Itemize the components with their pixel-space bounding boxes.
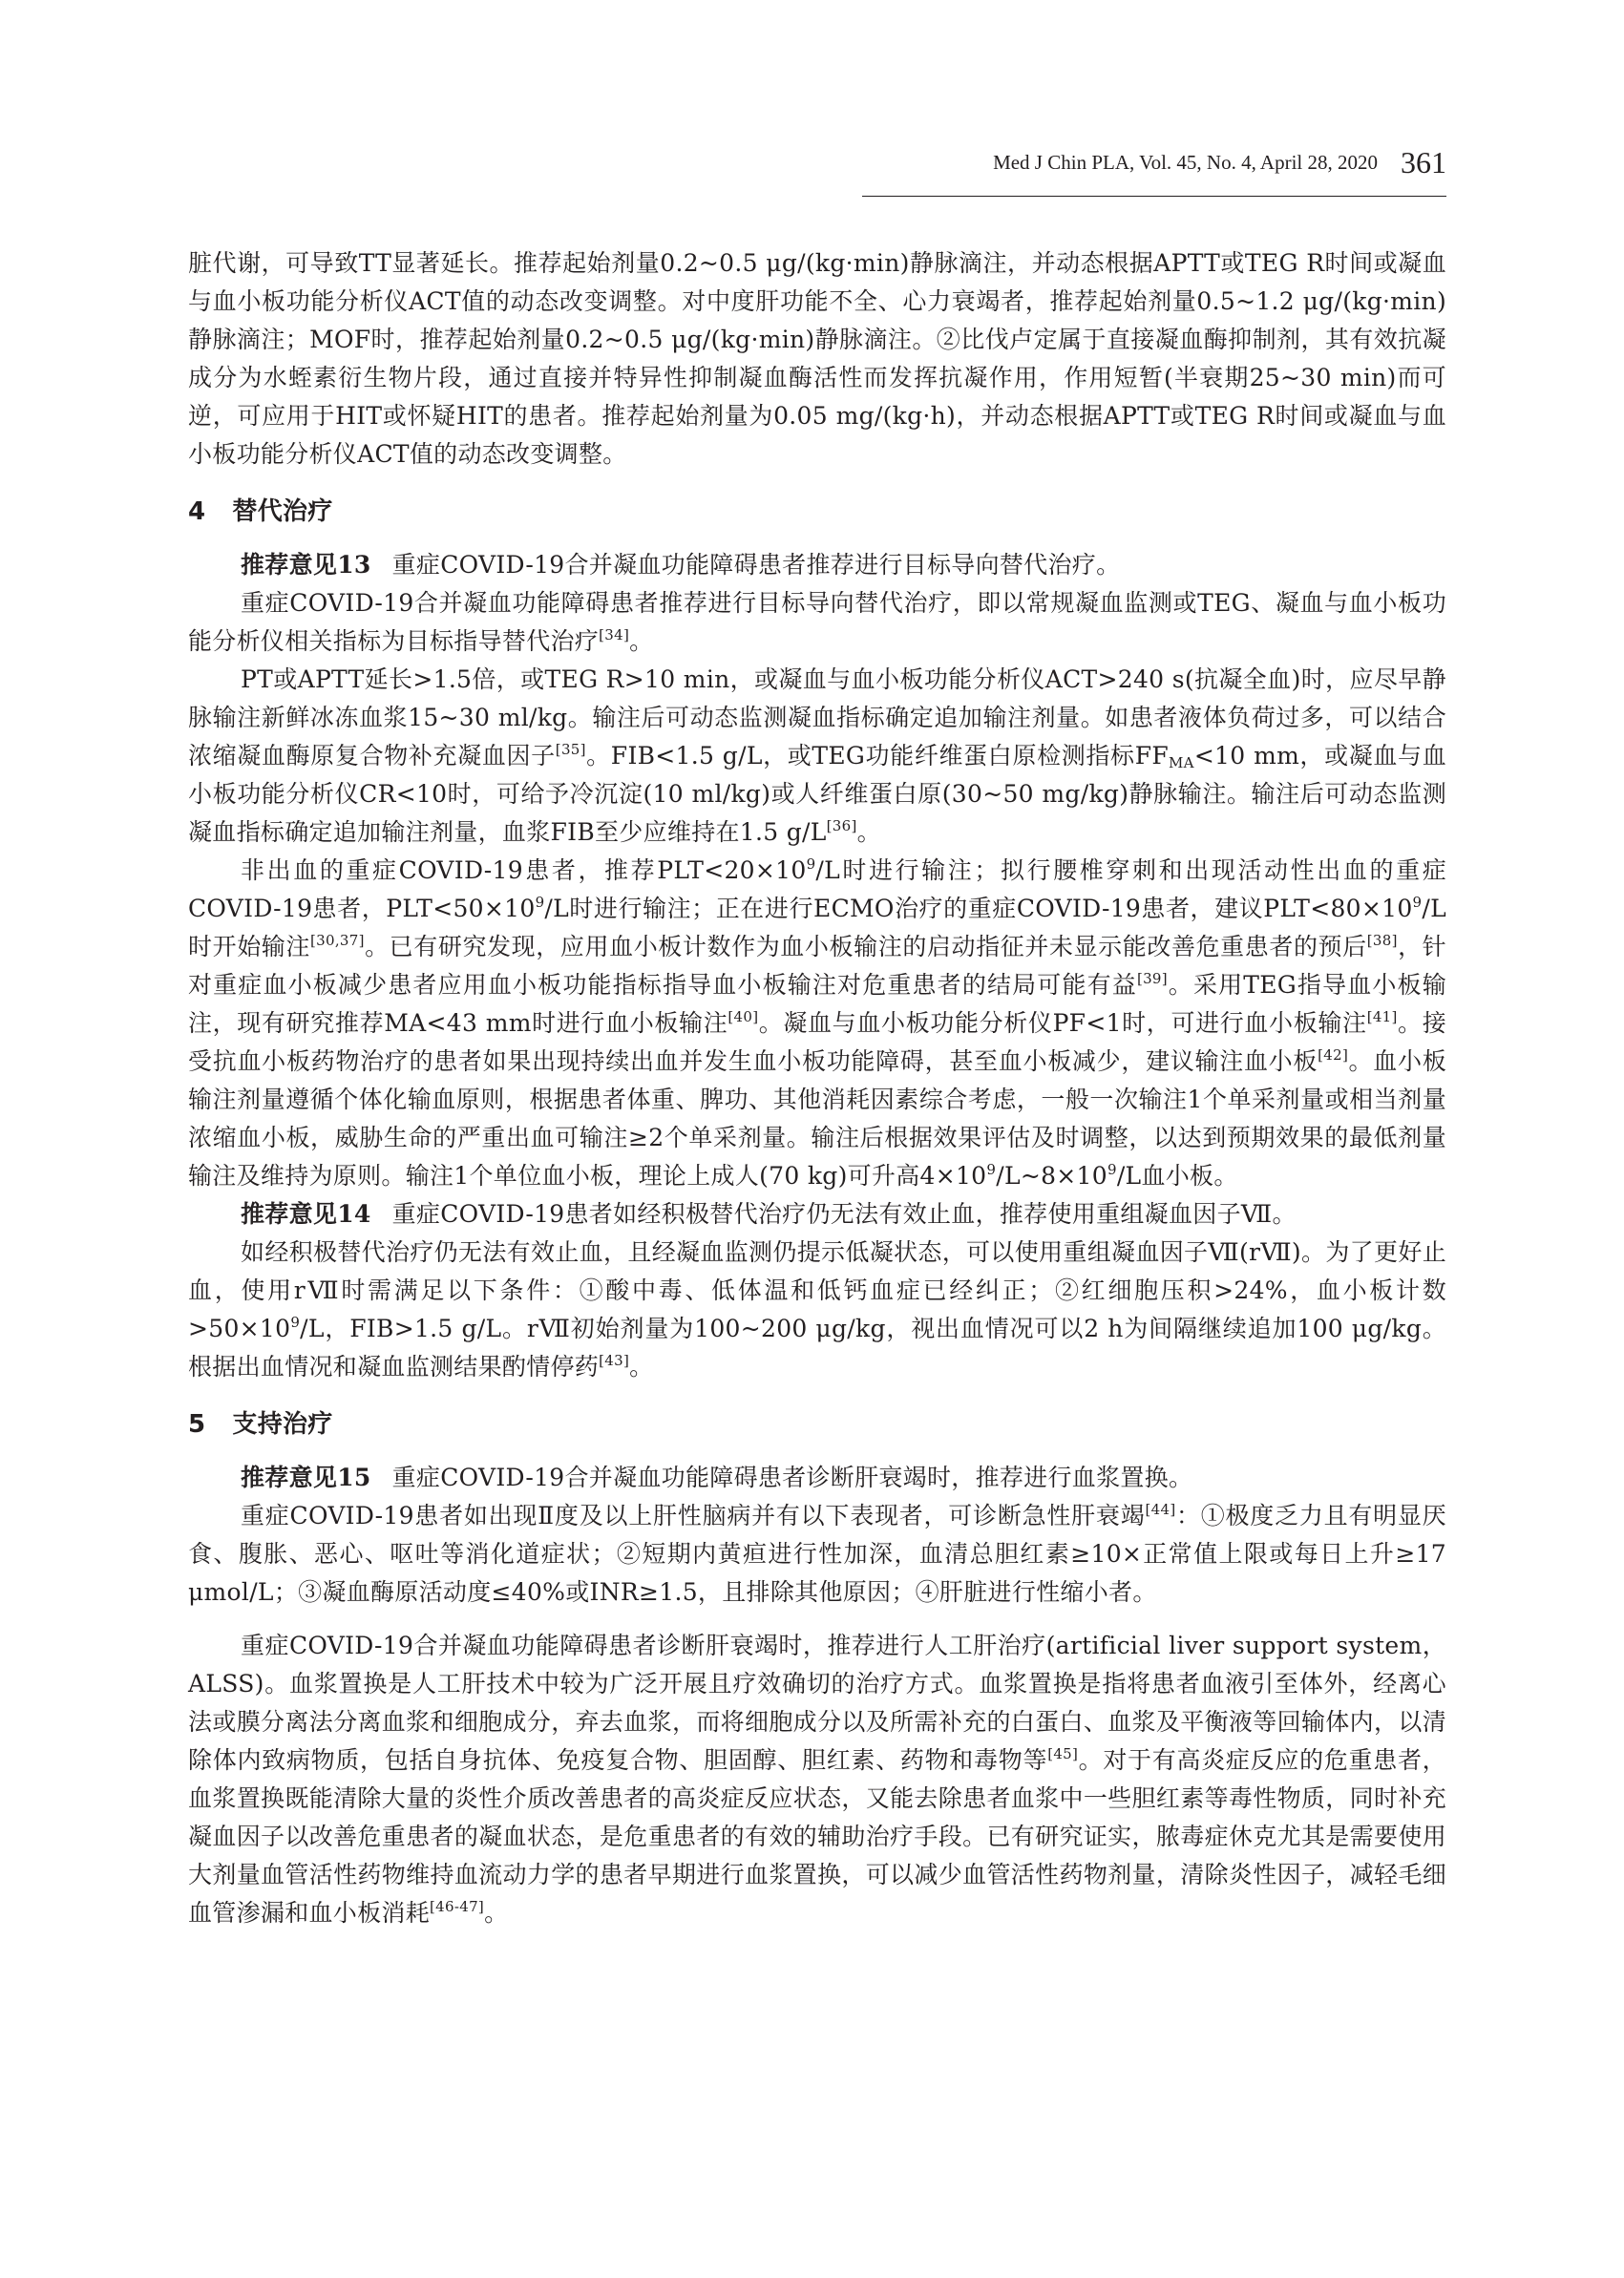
- recommendation-15: [188, 1459, 1446, 1497]
- section-heading-4: [188, 493, 1446, 531]
- text-run: /L时开始输注: [188, 895, 1446, 960]
- text-run: 。FIB<1.5 g/L，或TEG功能纤维蛋白原检测指标FF: [585, 742, 1170, 770]
- citation-ref: [34]: [599, 626, 630, 643]
- citation-ref: [30,37]: [310, 932, 365, 949]
- spacer: [188, 1612, 1446, 1627]
- spacer: [188, 474, 1446, 493]
- text-run: 。血小板输注剂量遵循个体化输血原则，根据患者体重、脾功、其他消耗因素综合考虑，一般一次输注1个单采剂量或相当剂量浓缩血小板，威胁生命的严重出血可输注≥2个单采剂量。输注后根据效果评估及时调整，以达到预期效果的最低剂量输注及维持为原则。输注1个单位血小板，理论上成人(70 kg)可升高4×10: [188, 1047, 1446, 1190]
- text-run: 。接受抗血小板药物治疗的患者如果出现持续出血并发生血小板功能障碍，甚至血小板减少，建议输注血小板: [188, 1009, 1446, 1075]
- recommendation-label: 推荐意见15: [241, 1464, 371, 1491]
- text-run: ，针对重症血小板减少患者应用血小板功能指标指导血小板输注对危重患者的结局可能有益: [188, 933, 1446, 999]
- text-run: 非出血的重症COVID-19患者，推荐PLT<20×10: [241, 856, 807, 884]
- text-run: <10 mm，或凝血与血小板功能分析仪CR<10时，可给予冷沉淀(10 ml/kg)或人纤维蛋白原(30~50 mg/kg)静脉输注。输注后可动态监测凝血指标确定追加输注剂量，血浆FIB至少应维持在1.5 g/L: [188, 742, 1446, 846]
- citation-ref: [39]: [1136, 970, 1168, 987]
- citation-ref: [43]: [599, 1352, 630, 1369]
- text-run: 。采用TEG指导血小板输注，现有研究推荐MA<43 mm时进行血小板输注: [188, 971, 1446, 1037]
- text-run: /L血小板。: [1116, 1162, 1238, 1190]
- paragraph-plasma-fibrinogen: [188, 661, 1446, 852]
- paragraph-target-therapy: [188, 584, 1446, 661]
- article-body: [188, 244, 1446, 1932]
- citation-ref: [36]: [826, 817, 857, 834]
- spacer: [188, 1386, 1446, 1405]
- exponent: 9: [290, 1314, 301, 1331]
- text-run: 。: [629, 1353, 654, 1381]
- exponent: 9: [1412, 894, 1423, 911]
- text-run: /L，FIB>1.5 g/L。rⅦ初始剂量为100~200 μg/kg，视出血情况可以2 h为间隔继续追加100 μg/kg。根据出血情况和凝血监测结果酌情停药: [188, 1315, 1446, 1381]
- exponent: 9: [535, 894, 545, 911]
- citation-ref: [45]: [1047, 1745, 1079, 1762]
- text-run: /L~8×10: [996, 1162, 1107, 1190]
- text-run: 。: [629, 627, 654, 655]
- journal-citation: Med J Chin PLA, Vol. 45, No. 4, April 28, 2020: [993, 151, 1378, 174]
- text-run: 如经积极替代治疗仍无法有效止血，且经凝血监测仍提示低凝状态，可以使用重组凝血因子Ⅶ(rⅦ)。为了更好止血，使用rⅦ时需满足以下条件：①酸中毒、低体温和低钙血症已经纠正；②红细胞压积>24%，血小板计数>50×10: [188, 1238, 1446, 1342]
- section-heading-5: [188, 1405, 1446, 1444]
- spacer: [188, 1444, 1446, 1459]
- recommendation-text: 重症COVID-19患者如经积极替代治疗仍无法有效止血，推荐使用重组凝血因子Ⅶ。: [391, 1200, 1297, 1228]
- section-title: 支持治疗: [232, 1410, 333, 1439]
- spacer: [188, 531, 1446, 546]
- citation-ref: [38]: [1366, 932, 1398, 949]
- subscript: MA: [1169, 754, 1194, 771]
- section-number: 4: [188, 497, 206, 526]
- text-run: 。: [856, 818, 881, 846]
- section-title: 替代治疗: [232, 497, 333, 526]
- running-header: [993, 145, 1446, 179]
- paragraph-factor-vii: [188, 1234, 1446, 1386]
- recommendation-13: [188, 546, 1446, 584]
- text-run: 。凝血与血小板功能分析仪PF<1时，可进行血小板输注: [758, 1009, 1367, 1037]
- citation-ref: [40]: [728, 1008, 759, 1025]
- citation-ref: [46-47]: [430, 1898, 485, 1915]
- paragraph-platelet-transfusion: [188, 852, 1446, 1195]
- page-number: 361: [1401, 145, 1446, 179]
- exponent: 9: [986, 1161, 997, 1178]
- recommendation-text: 重症COVID-19合并凝血功能障碍患者推荐进行目标导向替代治疗。: [391, 551, 1121, 579]
- citation-ref: [42]: [1318, 1046, 1349, 1064]
- paragraph-liver-failure: [188, 1497, 1446, 1612]
- exponent: 9: [1107, 1161, 1117, 1178]
- header-rule: [862, 196, 1446, 197]
- exponent: 9: [806, 855, 816, 873]
- citation-ref: [44]: [1145, 1501, 1176, 1518]
- text-run: 。对于有高炎症反应的危重患者，血浆置换既能清除大量的炎性介质改善患者的高炎症反应状态，又能去除患者血浆中一些胆红素等毒性物质，同时补充凝血因子以改善危重患者的凝血状态，是危重患者的有效的辅助治疗手段。已有研究证实，脓毒症休克尤其是需要使用大剂量血管活性药物维持血流动力学的患者早期进行血浆置换，可以减少血管活性药物剂量，清除炎性因子，减轻毛细血管渗漏和血小板消耗: [188, 1746, 1446, 1927]
- recommendation-label: 推荐意见14: [241, 1200, 371, 1228]
- recommendation-text: 重症COVID-19合并凝血功能障碍患者诊断肝衰竭时，推荐进行血浆置换。: [391, 1464, 1193, 1491]
- text-run: 。: [484, 1899, 509, 1927]
- text-run: /L时进行输注；正在进行ECMO治疗的重症COVID-19患者，建议PLT<80×10: [544, 895, 1413, 922]
- section-number: 5: [188, 1410, 206, 1439]
- text-run: PT或APTT延长>1.5倍，或TEG R>10 min，或凝血与血小板功能分析仪ACT>240 s(抗凝全血)时，应尽早静脉输注新鲜冰冻血浆15~30 ml/kg。输注后可动态监测凝血指标确定追加输注剂量。如患者液体负荷过多，可以结合浓缩凝血酶原复合物补充凝血因子: [188, 665, 1446, 770]
- text-run: 重症COVID-19合并凝血功能障碍患者推荐进行目标导向替代治疗，即以常规凝血监测或TEG、凝血与血小板功能分析仪相关指标为目标指导替代治疗: [188, 589, 1446, 655]
- recommendation-14: [188, 1195, 1446, 1234]
- citation-ref: [35]: [555, 741, 586, 758]
- paragraph-continued: 脏代谢，可导致TT显著延长。推荐起始剂量0.2~0.5 μg/(kg·min)静脉滴注，并动态根据APTT或TEG R时间或凝血与血小板功能分析仪ACT值的动态改变调整。对中度肝功能不全、心力衰竭者，推荐起始剂量0.5~1.2 μg/(kg·min)静脉滴注；MOF时，推荐起始剂量0.2~0.5 μg/(kg·min)静脉滴注。②比伐卢定属于直接凝血酶抑制剂，其有效抗凝成分为水蛭素衍生物片段，通过直接并特异性抑制凝血酶活性而发挥抗凝作用，作用短暂(半衰期25~30 min)而可逆，可应用于HIT或怀疑HIT的患者。推荐起始剂量为0.05 mg/(kg·h)，并动态根据APTT或TEG R时间或凝血与血小板功能分析仪ACT值的动态改变调整。: [188, 249, 1446, 468]
- citation-ref: [41]: [1366, 1008, 1398, 1025]
- recommendation-label: 推荐意见13: [241, 551, 371, 579]
- text-run: 重症COVID-19合并凝血功能障碍患者诊断肝衰竭时，推荐进行人工肝治疗(artificial liver support system，ALSS)。血浆置换是人工肝技术中较为广泛开展且疗效确切的治疗方式。血浆置换是指将患者血液引至体外，经离心法或膜分离法分离血浆和细胞成分，弃去血浆，而将细胞成分以及所需补充的白蛋白、血浆及平衡液等回输体内，以清除体内致病物质，包括自身抗体、免疫复合物、胆固醇、胆红素、药物和毒物等: [188, 1632, 1446, 1774]
- text-run: ：①极度乏力且有明显厌食、腹胀、恶心、呕吐等消化道症状；②短期内黄疸进行性加深，血清总胆红素≥10×正常值上限或每日上升≥17 μmol/L；③凝血酶原活动度≤40%或INR≥1.5，且排除其他原因；④肝脏进行性缩小者。: [188, 1502, 1446, 1606]
- text-run: 重症COVID-19患者如出现Ⅱ度及以上肝性脑病并有以下表现者，可诊断急性肝衰竭: [241, 1502, 1146, 1529]
- text-run: 。已有研究发现，应用血小板计数作为血小板输注的启动指征并未显示能改善危重患者的预后: [364, 933, 1367, 960]
- paragraph-plasma-exchange: [188, 1627, 1446, 1932]
- text-run: /L时进行输注；拟行腰椎穿刺和出现活动性出血的重症COVID-19患者，PLT<50×10: [188, 856, 1447, 922]
